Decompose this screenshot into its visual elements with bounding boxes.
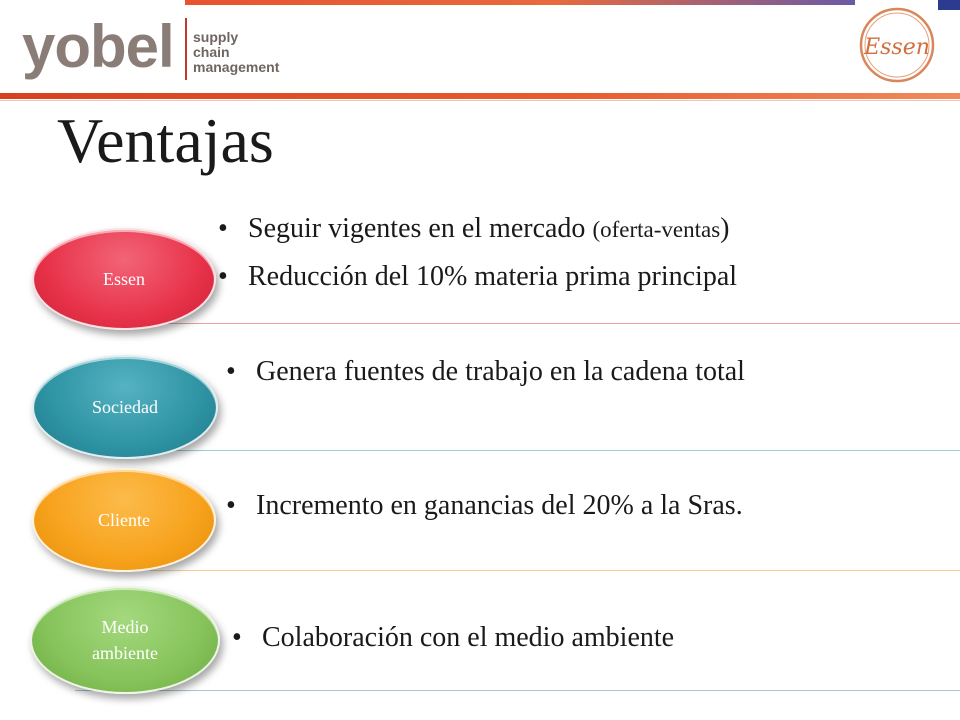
yobel-logo	[22, 13, 292, 88]
header-rule-thin	[0, 100, 960, 101]
yobel-logo-divider	[185, 18, 187, 80]
bullet-text: Colaboración con el medio ambiente	[262, 622, 675, 653]
row-divider	[150, 570, 960, 571]
bullet-text: Incremento en ganancias del 20% a la Sras.	[256, 490, 743, 521]
category-circle-cliente	[32, 468, 216, 572]
row-divider	[150, 323, 960, 324]
bullet-dot-icon: •	[226, 356, 236, 387]
essen-logo-text: Essen	[864, 35, 930, 60]
bullet-item	[218, 261, 737, 293]
header-rule	[0, 93, 960, 99]
category-circle-medio-ambiente	[30, 586, 220, 694]
bullet-dot-icon: •	[218, 261, 228, 292]
corner-square	[938, 0, 960, 10]
yobel-tagline-line: management	[193, 59, 280, 75]
bullet-text: Reducción del 10% materia prima principal	[248, 261, 738, 292]
category-circle-sociedad	[32, 355, 218, 459]
row-divider	[75, 690, 960, 691]
bullet-text: Genera fuentes de trabajo en la cadena total	[256, 356, 745, 387]
bullet-dot-icon: •	[232, 622, 242, 653]
category-label: Sociedad	[92, 397, 158, 417]
category-label: Essen	[103, 269, 145, 289]
category-circle-essen	[32, 228, 216, 330]
yobel-logo-tagline	[193, 30, 279, 75]
bullet-text-small: (oferta-ventas	[592, 217, 721, 242]
yobel-tagline-line: chain	[193, 44, 230, 60]
yobel-tagline-line: supply	[193, 29, 239, 45]
bullet-text: Seguir vigentes en el mercado	[248, 213, 593, 244]
category-label: Cliente	[98, 510, 150, 530]
bullet-item	[232, 622, 674, 654]
row-divider	[150, 450, 960, 451]
category-label: Medio ambiente	[92, 617, 158, 663]
bullet-item	[218, 213, 729, 245]
top-accent-bar	[185, 0, 855, 5]
yobel-logo-word: yobel	[22, 13, 174, 80]
bullet-dot-icon: •	[218, 213, 228, 244]
essen-logo	[858, 6, 936, 84]
bullet-item	[226, 490, 743, 522]
slide-title: Ventajas	[57, 105, 274, 176]
bullet-text-tail: )	[720, 213, 730, 244]
bullet-item	[226, 356, 745, 388]
bullet-dot-icon: •	[226, 490, 236, 521]
